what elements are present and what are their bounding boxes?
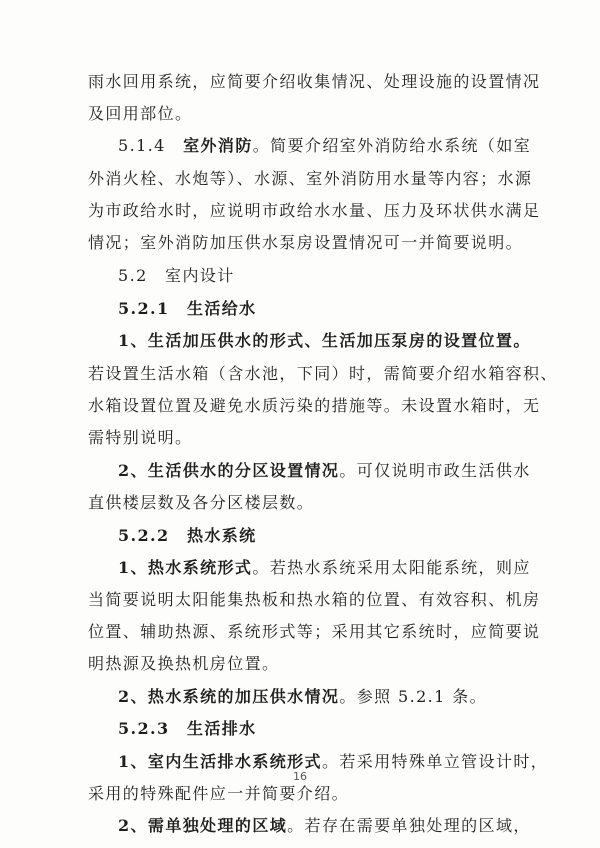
bold-text: 1、热水系统形式 xyxy=(118,558,253,577)
bold-text: 2、需单独处理的区域 xyxy=(118,816,288,835)
text-run: 情况；室外消防加压供水泵房设置情况可一并简要说明。 xyxy=(88,233,524,252)
text-run: 需特别说明。 xyxy=(88,428,193,447)
text-run: 位置、辅助热源、系统形式等；采用其它系统时，应简要说 xyxy=(88,622,541,641)
item-heading-line xyxy=(118,331,531,351)
section-heading-5-2-1 xyxy=(118,299,257,319)
paragraph-line xyxy=(88,784,349,804)
text-run: 及回用部位。 xyxy=(88,104,193,123)
text-run: 5.2 室内设计 xyxy=(118,266,235,285)
paragraph-line xyxy=(88,396,540,416)
item-heading-line xyxy=(118,558,531,578)
paragraph-line xyxy=(88,233,523,253)
paragraph-line xyxy=(88,169,532,189)
paragraph-line xyxy=(88,428,192,448)
text-run: 水箱设置位置及避免水质污染的措施等。未设置水箱时，无 xyxy=(88,396,541,415)
paragraph-line xyxy=(88,104,192,124)
text-run: 。可仅说明市政生活供水 xyxy=(339,461,531,480)
bold-text: 5.2.3 生活排水 xyxy=(118,719,257,738)
paragraph-line xyxy=(88,654,279,674)
paragraph-line xyxy=(88,72,540,92)
paragraph-line xyxy=(88,590,540,610)
text-run: 。若热水系统采用太阳能系统，则应 xyxy=(252,558,531,577)
text-run: 外消火栓、水炮等）、水源、室外消防用水量等内容；水源 xyxy=(88,169,533,188)
bold-text: 1、生活加压供水的形式、生活加压泵房的设置位置。 xyxy=(118,331,531,350)
text-run: 明热源及换热机房位置。 xyxy=(88,654,280,673)
text-run: 。简要介绍室外消防给水系统（如室 xyxy=(252,136,532,155)
paragraph-line xyxy=(88,201,540,221)
section-5-1-4-line xyxy=(118,136,531,156)
item-heading-line xyxy=(118,752,548,772)
paragraph-line xyxy=(88,622,540,642)
text-run: 当简要说明太阳能集热板和热水箱的位置、有效容积、机房 xyxy=(88,590,541,609)
bold-text: 5.2.2 热水系统 xyxy=(118,526,257,545)
bold-text: 2、热水系统的加压供水情况 xyxy=(118,687,340,706)
text-run: 采用的特殊配件应一并简要介绍。 xyxy=(88,784,350,803)
text-run: 5.1.4 xyxy=(118,136,184,155)
paragraph-line xyxy=(88,493,314,513)
page-number: 16 xyxy=(293,770,307,783)
bold-text: 2、生活供水的分区设置情况 xyxy=(118,461,340,480)
section-heading-5-2-3 xyxy=(118,719,257,739)
text-run: 。若采用特殊单立管设计时， xyxy=(321,752,549,771)
bold-text: 1、室内生活排水系统形式 xyxy=(118,752,322,771)
paragraph-line xyxy=(88,364,558,384)
section-heading-5-2 xyxy=(118,266,235,286)
section-heading-5-2-2 xyxy=(118,526,257,546)
item-heading-line xyxy=(118,816,531,836)
bold-text: 5.2.1 生活给水 xyxy=(118,299,257,318)
text-run: 。若存在需要单独处理的区域， xyxy=(287,816,531,835)
item-heading-line xyxy=(118,461,531,481)
text-run: 雨水回用系统，应简要介绍收集情况、处理设施的设置情况 xyxy=(88,72,541,91)
bold-text: 室外消防 xyxy=(183,136,253,155)
text-run: 。参照 5.2.1 条。 xyxy=(339,687,488,706)
item-heading-line xyxy=(118,687,487,707)
text-run: 直供楼层数及各分区楼层数。 xyxy=(88,493,315,512)
text-run: 若设置生活水箱（含水池，下同）时，需简要介绍水箱容积、 xyxy=(88,364,558,383)
text-run: 为市政给水时，应说明市政给水水量、压力及环状供水满足 xyxy=(88,201,541,220)
